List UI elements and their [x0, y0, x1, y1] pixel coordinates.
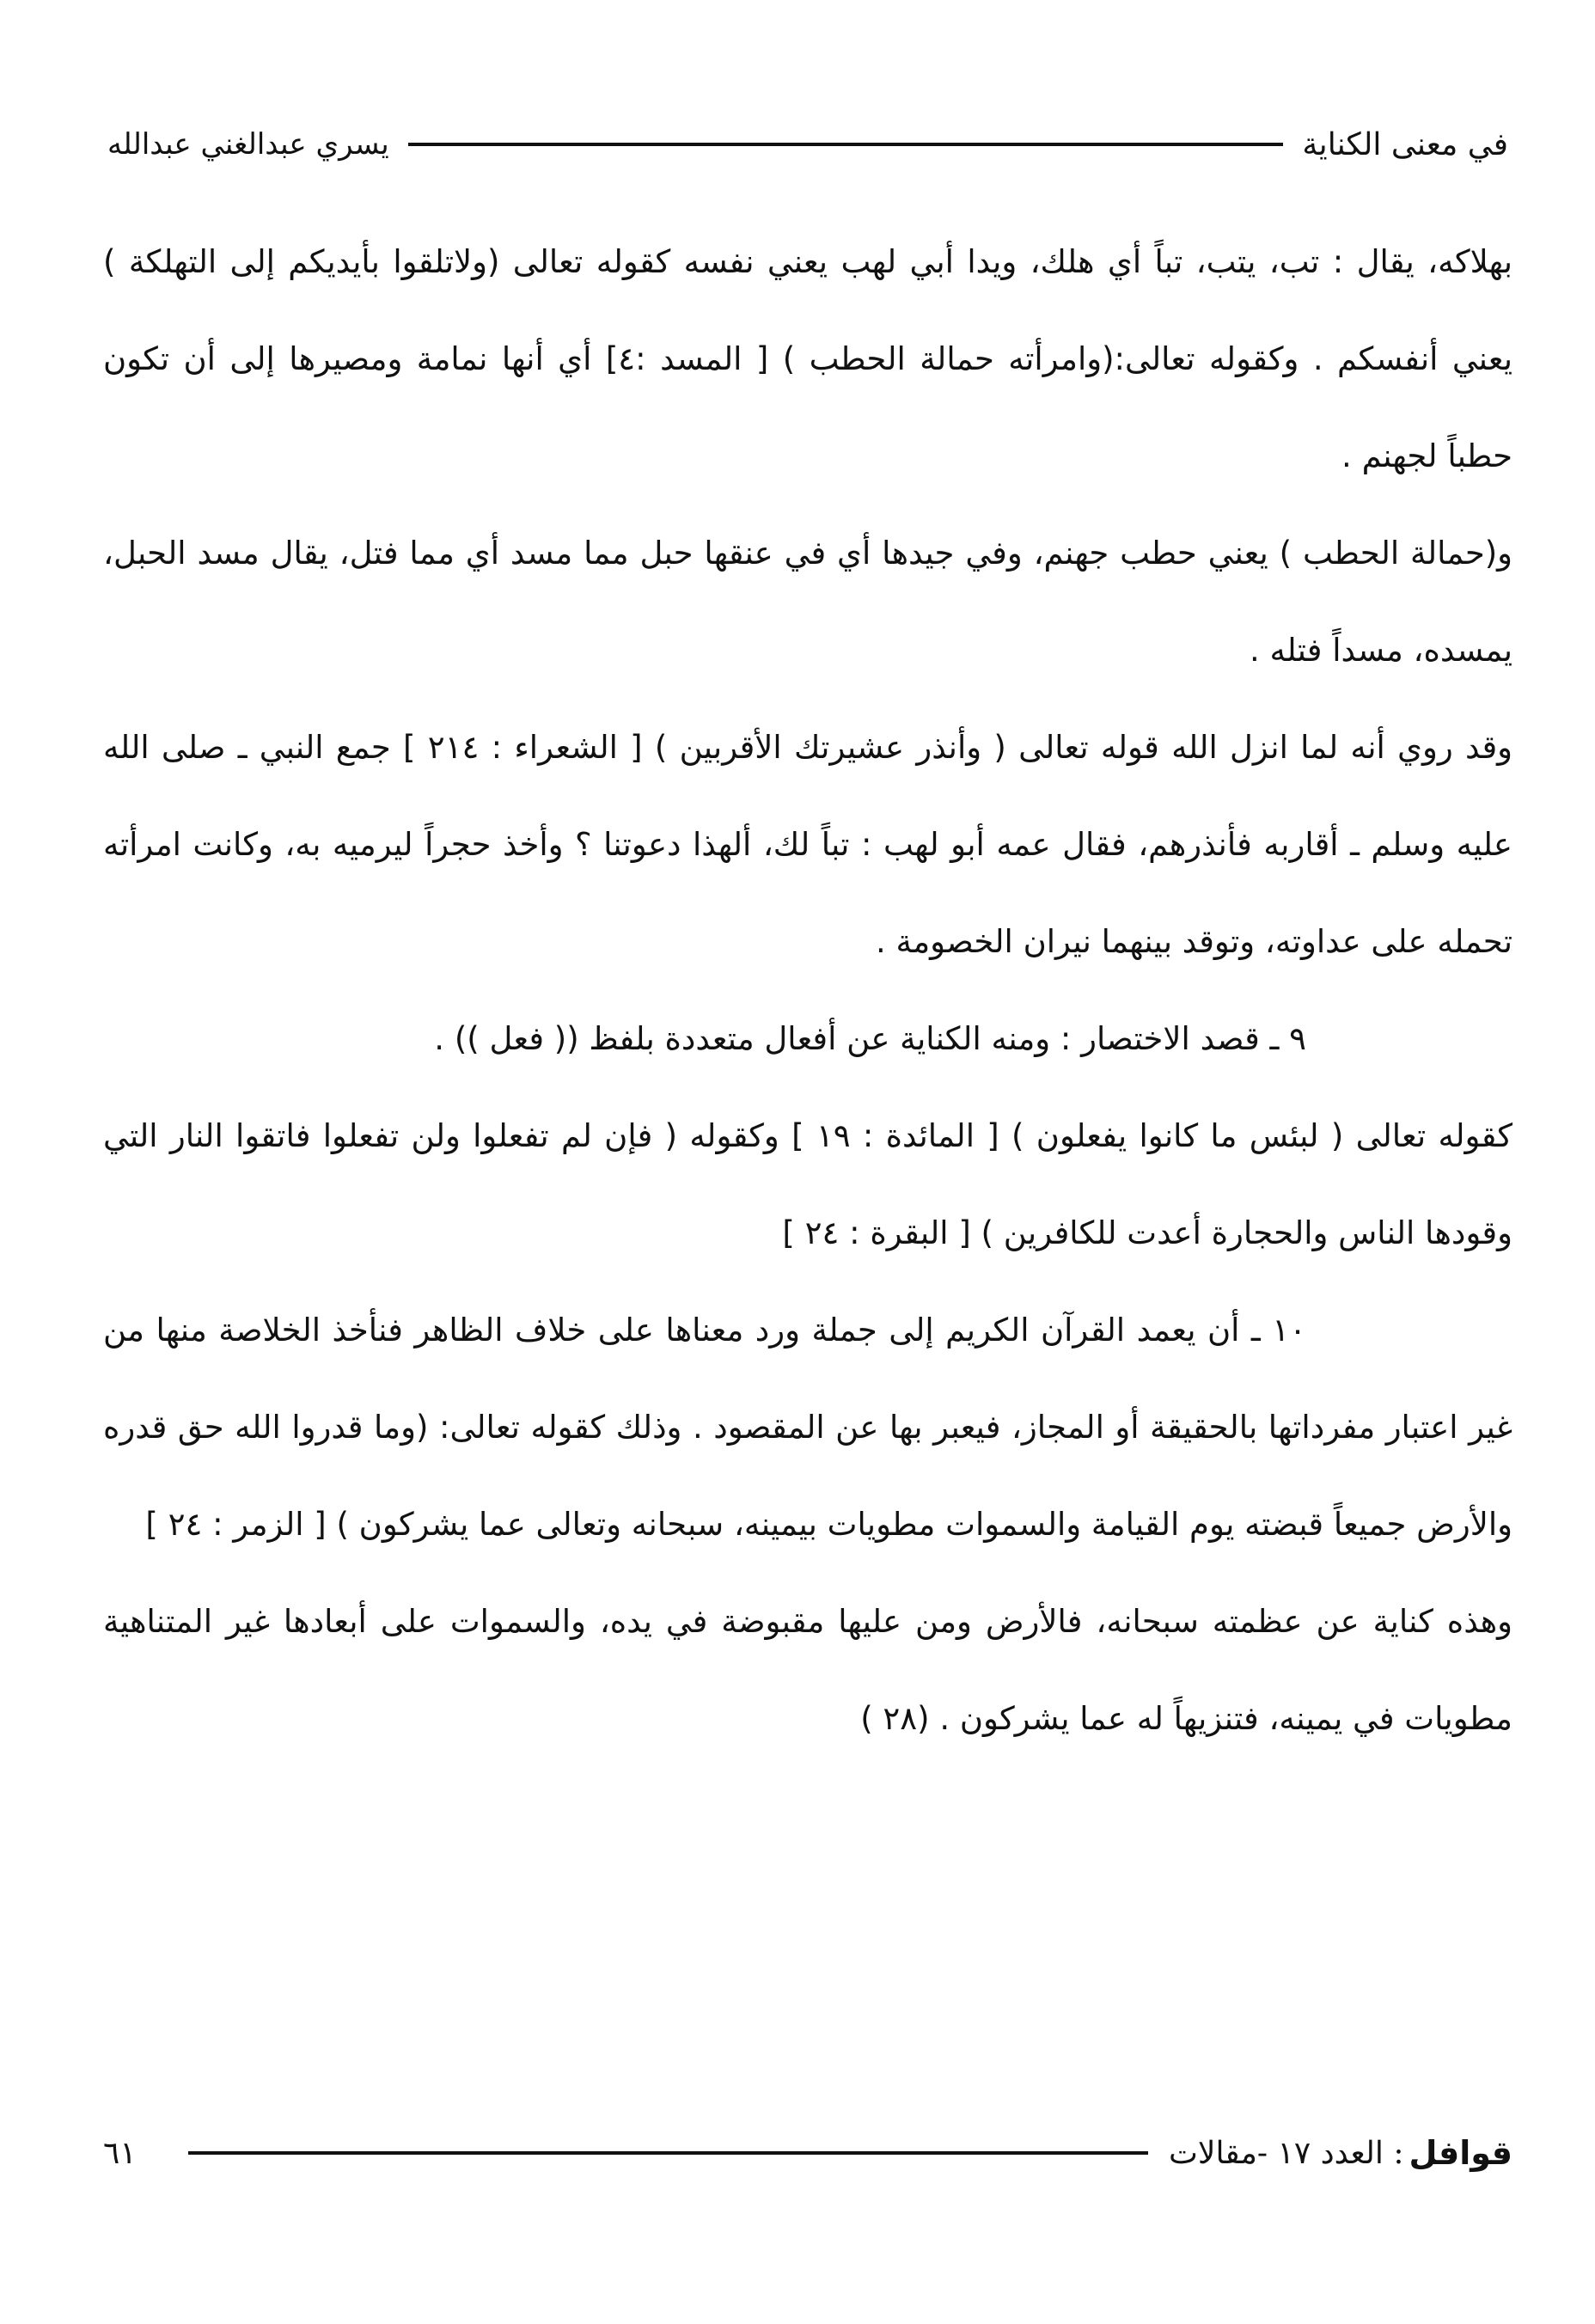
- footer-issue: : العدد ١٧ -مقالات: [1169, 2135, 1404, 2171]
- header-author: يسري عبدالغني عبدالله: [107, 127, 389, 162]
- page-number: ٦١: [103, 2135, 137, 2171]
- header-title: في معنى الكناية: [1302, 126, 1508, 162]
- paragraph: كقوله تعالى ( لبئس ما كانوا يفعلون ) [ المائدة : ١٩ ] وكقوله ( فإن لم تفعلوا ولن تفعلوا فاتقوا النار التي وقودها الناس والحجارة أعدت للكافرين ) [ البقرة : ٢٤ ]: [103, 1117, 1512, 1251]
- header-rule: [408, 143, 1284, 146]
- running-footer: [103, 2119, 1512, 2187]
- paragraph: وقد روي أنه لما انزل الله قوله تعالى ( وأنذر عشيرتك الأقربين ) [ الشعراء : ٢١٤ ] جمع النبي ـ صلى الله عليه وسلم ـ أقاربه فأنذرهم، فقال عمه أبو لهب : تباً لك، ألهذا دعوتنا ؟ وأخذ حجراً ليرميه به، وكانت امرأته تحمله على عداوته، وتوقد بينهما نيران الخصومة .: [103, 729, 1512, 960]
- footer-journal-name: قوافل: [1409, 2134, 1512, 2172]
- paragraph: ٩ ـ قصد الاختصار : ومنه الكناية عن أفعال متعددة بلفظ (( فعل )) .: [434, 1020, 1306, 1057]
- paragraph: ١٠ ـ أن يعمد القرآن الكريم إلى جملة ورد معناها على خلاف الظاهر فنأخذ الخلاصة منها من غير اعتبار مفرداتها بالحقيقة أو المجاز، فيعبر بها عن المقصود . وذلك كقوله تعالى: (وما قدروا الله حق قدره والأرض جميعاً قبضته يوم القيامة والسموات مطويات بيمينه، سبحانه وتعالى عما يشركون ) [ الزمر : ٢٤ ]: [103, 1312, 1512, 1543]
- paragraph: بهلاكه، يقال : تب، يتب، تباً أي هلك، ويدا أبي لهب يعني نفسه كقوله تعالى (ولاتلقوا بأيديكم إلى التهلكة ) يعني أنفسكم . وكقوله تعالى:(وامرأته حمالة الحطب ) [ المسد :٤] أي أنها نمامة ومصيرها إلى أن تكون حطباً لجهنم .: [103, 243, 1512, 474]
- footer-rule: [188, 2151, 1148, 2155]
- paragraph: و(حمالة الحطب ) يعني حطب جهنم، وفي جيدها أي في عنقها حبل مما مسد أي مما فتل، يقال مسد الحبل، يمسده، مسداً فتله .: [103, 535, 1512, 669]
- article-body: [103, 213, 1512, 1767]
- running-header: [107, 110, 1508, 179]
- paragraph: وهذه كناية عن عظمته سبحانه، فالأرض ومن عليها مقبوضة في يده، والسموات على أبعادها غير المتناهية مطويات في يمينه، فتنزيهاً له عما يشركون . (٢٨ ): [103, 1603, 1512, 1737]
